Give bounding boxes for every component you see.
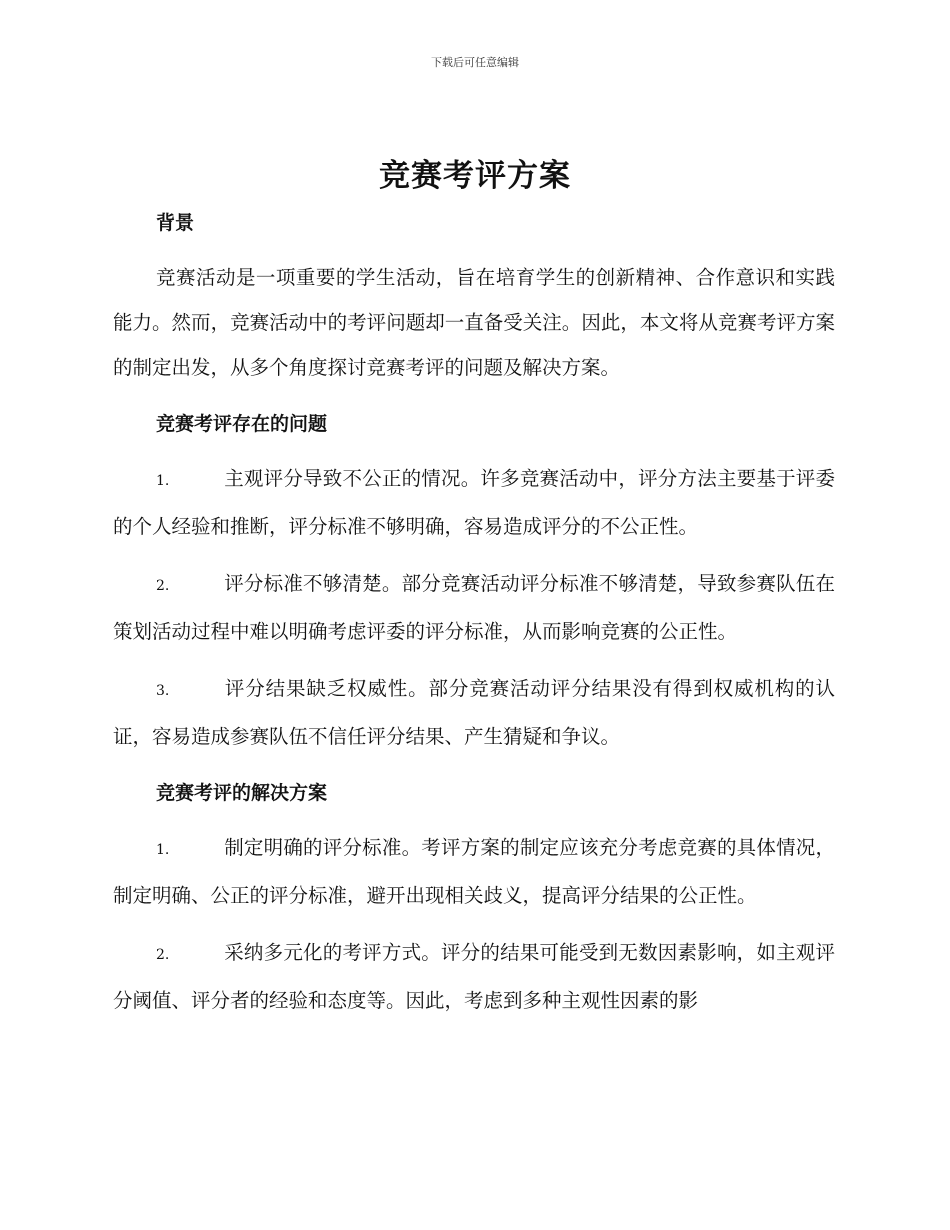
page-header-note: 下载后可任意编辑 (431, 56, 519, 69)
section-heading-problems: 竞赛考评存在的问题 (156, 413, 328, 435)
list-item (113, 666, 835, 759)
list-number: 3. (156, 683, 170, 699)
list-number: 1. (156, 842, 170, 858)
list-item (113, 930, 835, 1023)
section-heading-solutions: 竞赛考评的解决方案 (156, 782, 328, 804)
list-number: 2. (156, 578, 170, 594)
background-paragraph: 竞赛活动是一项重要的学生活动，旨在培育学生的创新精神、合作意识和实践能力。然而，竞赛活动中的考评问题却一直备受关注。因此，本文将从竞赛考评方案的制定出发，从多个角度探讨竞赛考评的问题及解决方案。 (113, 266, 835, 379)
section-heading-background: 背景 (156, 212, 195, 234)
list-item-text: 采纳多元化的考评方式。评分的结果可能受到无数因素影响，如主观评分阈值、评分者的经验和态度等。因此，考虑到多种主观性因素的影 (113, 941, 835, 1012)
list-number: 2. (156, 947, 170, 963)
list-number: 1. (156, 473, 170, 489)
list-item (113, 456, 835, 549)
list-item (113, 561, 835, 654)
document-body (113, 203, 835, 1023)
list-item-text: 评分标准不够清楚。部分竞赛活动评分标准不够清楚，导致参赛队伍在策划活动过程中难以明确考虑评委的评分标准，从而影响竞赛的公正性。 (113, 572, 835, 643)
list-item-text: 评分结果缺乏权威性。部分竞赛活动评分结果没有得到权威机构的认证，容易造成参赛队伍不信任评分结果、产生猜疑和争议。 (113, 677, 835, 748)
list-item-text: 主观评分导致不公正的情况。许多竞赛活动中，评分方法主要基于评委的个人经验和推断，评分标准不够明确，容易造成评分的不公正性。 (113, 467, 835, 538)
list-item-text: 制定明确的评分标准。考评方案的制定应该充分考虑竞赛的具体情况，制定明确、公正的评分标准，避开出现相关歧义，提高评分结果的公正性。 (113, 836, 835, 907)
document-title: 竞赛考评方案 (379, 158, 571, 194)
list-item (113, 825, 835, 918)
